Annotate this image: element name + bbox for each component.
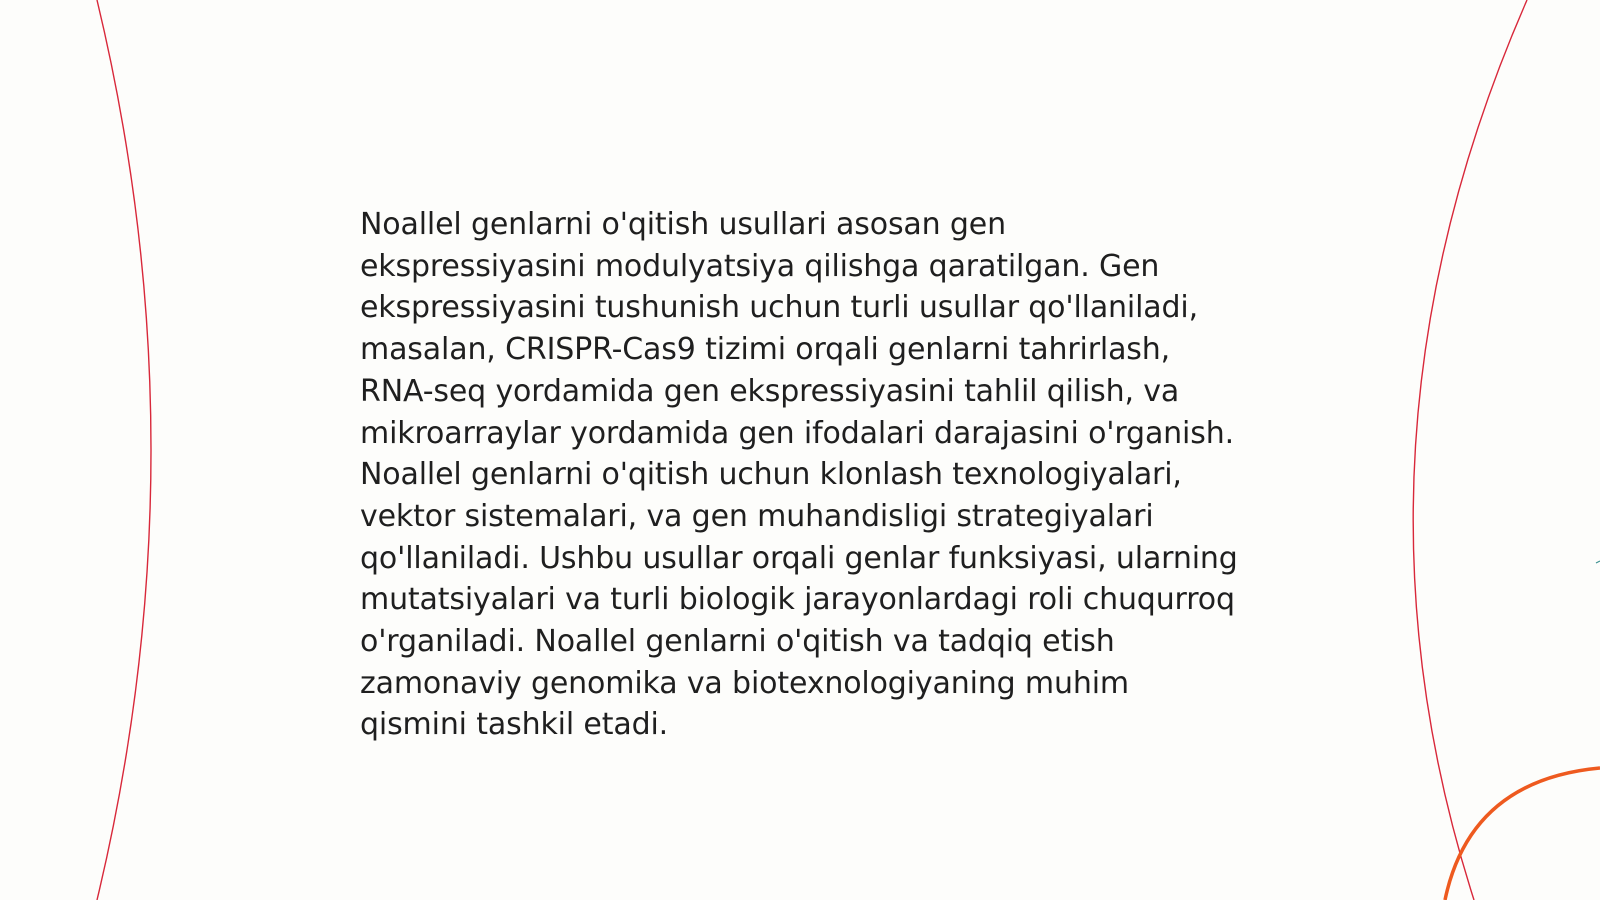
left-arc xyxy=(97,0,151,900)
right-arc xyxy=(1413,0,1527,900)
body-paragraph: Noallel genlarni o'qitish usullari asosan gen ekspressiyasini modulyatsiya qilishga qaratilgan. Gen ekspressiyasini tushunish uchun turli usullar qo'llaniladi, masalan, CRISPR-Cas9 tizimi orqali genlarni tahrirlash, RNA-seq yordamida gen ekspressiyasini tahlil qilish, va mikroarraylar yordamida gen ifodalari darajasini o'rganish. Noallel genlarni o'qitish uchun klonlash texnologiyalari, vektor sistemalari, va gen muhandisligi strategiyalari qo'llaniladi. Ushbu usullar orqali genlar funksiyasi, ularning mutatsiyalari va turli biologik jarayonlardagi roli chuqurroq o'rganiladi. Noallel genlarni o'qitish va tadqiq etish zamonaviy genomika va biotexnologiyaning muhim qismini tashkil etadi. xyxy=(360,207,1238,743)
small-teal-mark xyxy=(1596,561,1600,563)
